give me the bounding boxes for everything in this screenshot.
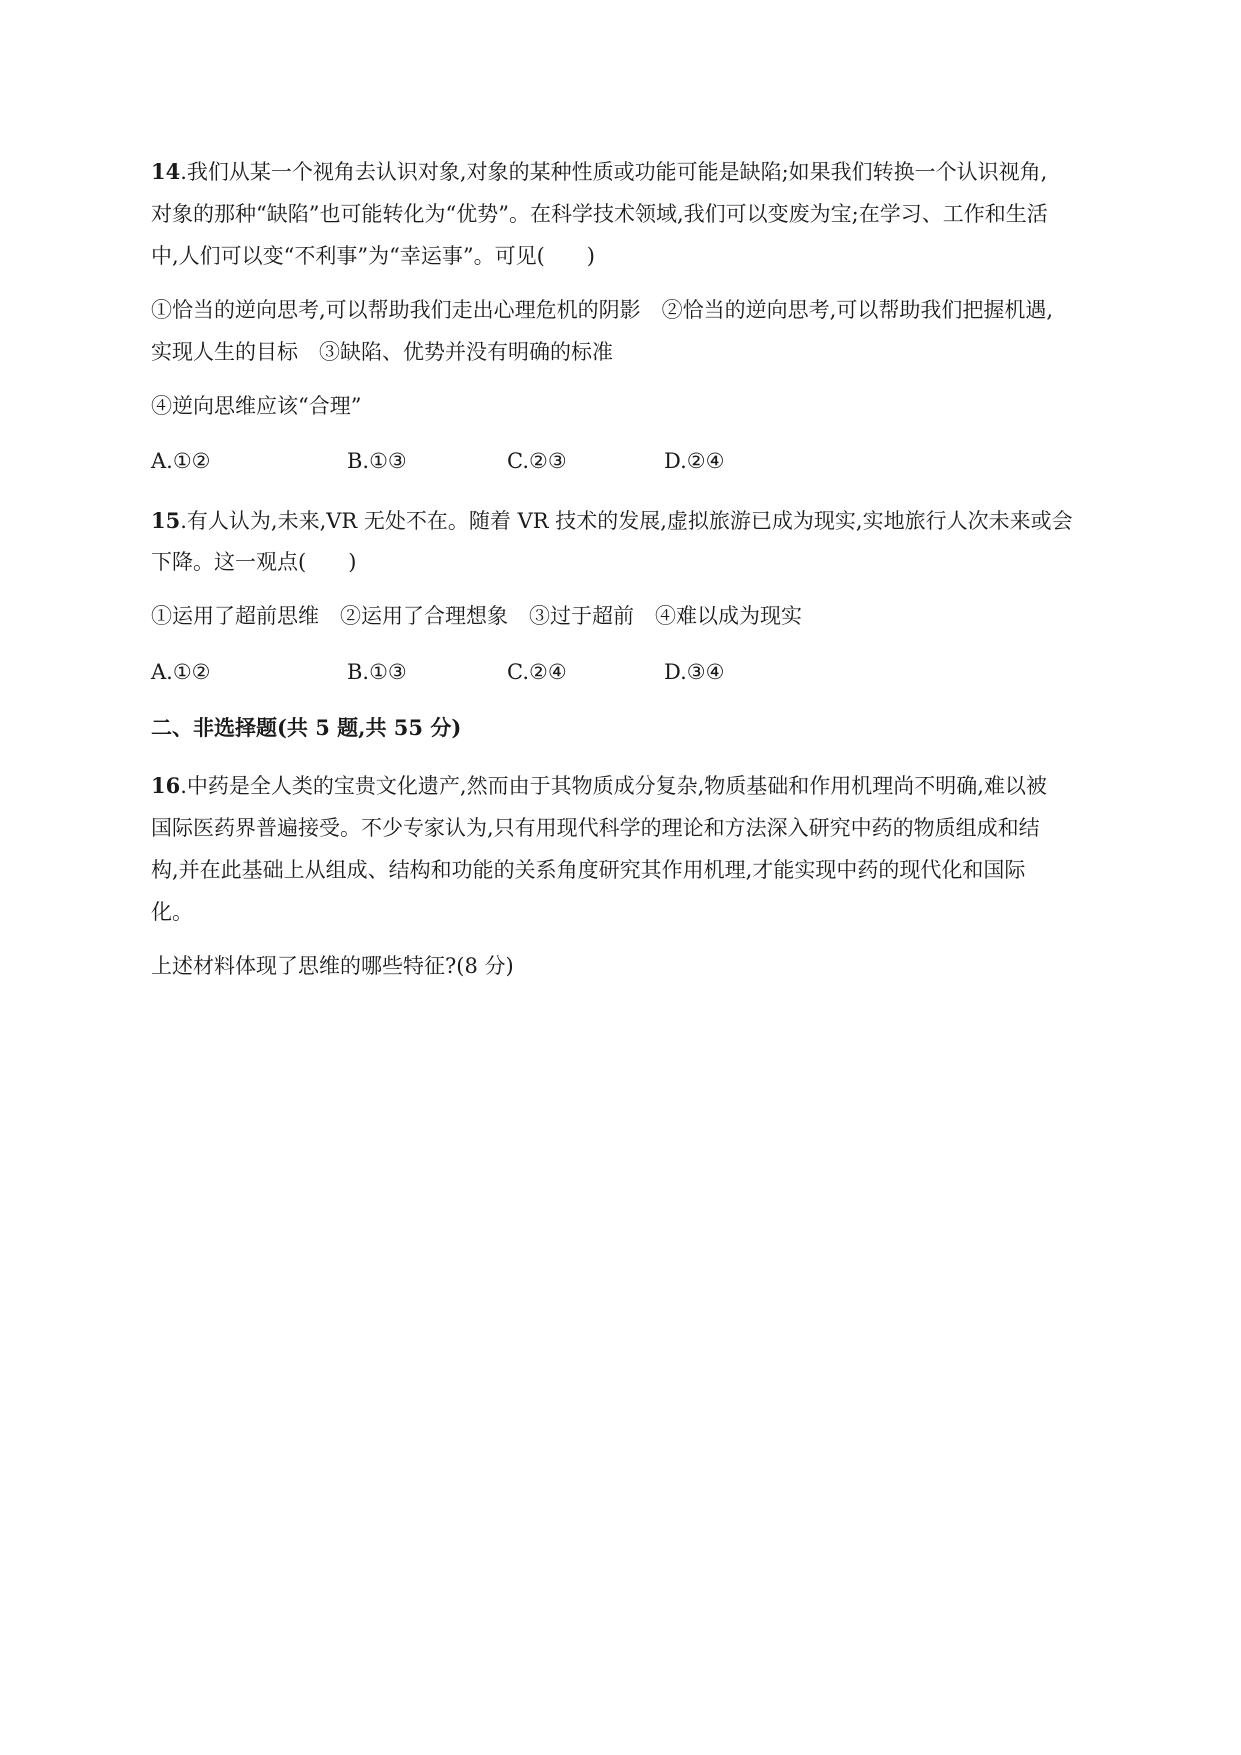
q15-option-c[interactable]: C.②④ (507, 660, 567, 684)
q15-line-2: 下降。这一观点( ) (151, 550, 357, 574)
q15-text-1: .有人认为,未来,VR 无处不在。随着 VR 技术的发展,虚拟旅游已成为现实,实地旅行人次未来或会 (180, 509, 1073, 533)
q14-text-1: .我们从某一个视角去认识对象,对象的某种性质或功能可能是缺陷;如果我们转换一个认识视角, (180, 160, 1048, 184)
q16-line-4: 化。 (151, 900, 193, 924)
q14-option-d[interactable]: D.②④ (664, 449, 725, 473)
q14-line-3: 中,人们可以变“不利事”为“幸运事”。可见( ) (151, 244, 596, 268)
q14-option-a[interactable]: A.①② (151, 449, 211, 473)
q16-prompt: 上述材料体现了思维的哪些特征?(8 分) (151, 954, 514, 978)
q14-statement-line-3: ④逆向思维应该“合理” (151, 394, 362, 418)
q14-option-b[interactable]: B.①③ (347, 449, 407, 473)
q15-number: 15 (151, 508, 181, 533)
section-2-heading: 二、非选择题(共 5 题,共 55 分) (151, 715, 462, 740)
q15-statement-line-1: ①运用了超前思维 ②运用了合理想象 ③过于超前 ④难以成为现实 (151, 604, 802, 628)
q16-line-3: 构,并在此基础上从组成、结构和功能的关系角度研究其作用机理,才能实现中药的现代化和国际 (151, 858, 1026, 882)
q16-line-1 (151, 771, 1047, 801)
q16-text-1: .中药是全人类的宝贵文化遗产,然而由于其物质成分复杂,物质基础和作用机理尚不明确,难以被 (180, 774, 1047, 798)
q16-number: 16 (151, 773, 181, 798)
q15-option-a[interactable]: A.①② (151, 660, 211, 684)
q15-option-d[interactable]: D.③④ (664, 660, 725, 684)
q14-option-c[interactable]: C.②③ (507, 449, 567, 473)
q14-line-1 (151, 157, 1047, 187)
q15-option-b[interactable]: B.①③ (347, 660, 407, 684)
q14-statement-line-1: ①恰当的逆向思考,可以帮助我们走出心理危机的阴影 ②恰当的逆向思考,可以帮助我们把握机遇, (151, 298, 1054, 322)
q16-line-2: 国际医药界普遍接受。不少专家认为,只有用现代科学的理论和方法深入研究中药的物质组成和结 (151, 816, 1040, 840)
q14-statement-line-2: 实现人生的目标 ③缺陷、优势并没有明确的标准 (151, 340, 613, 364)
q15-line-1 (151, 506, 1073, 536)
q14-line-2: 对象的那种“缺陷”也可能转化为“优势”。在科学技术领域,我们可以变废为宝;在学习、工作和生活 (151, 202, 1048, 226)
q14-number: 14 (151, 159, 181, 184)
